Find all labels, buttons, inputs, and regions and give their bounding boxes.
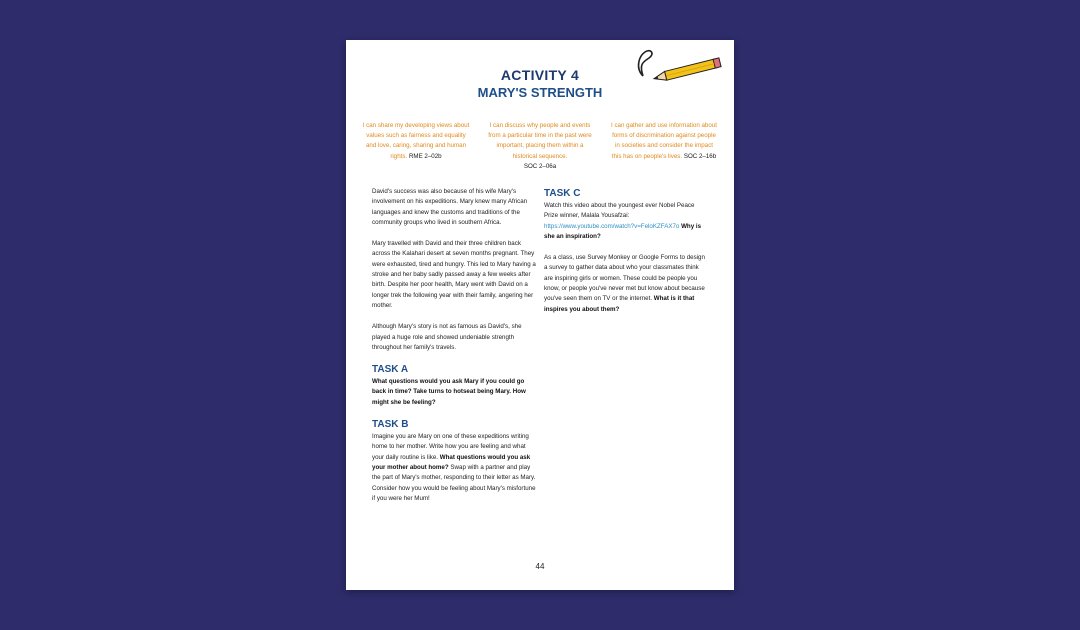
task-b-intro: Imagine you are Mary on one of these expeditions writing home to her mother. Write how you are feeling and what your daily routine is like. — [372, 433, 529, 461]
task-b-instructions: Swap with a partner and play the part of Mary's mother, responding to their letter as Mary. Consider how you would be feeling about Mary's misfortune if you were her Mum! — [372, 463, 536, 502]
right-column — [544, 188, 708, 326]
outcome-text: I can discuss why people and events from a particular time in the past were important, placing them within a historical sequence. — [488, 122, 592, 160]
page-number: 44 — [535, 562, 545, 571]
survey-text: As a class, use Survey Monkey or Google Forms to design a survey to gather data about who your classmates think are inspiring girls or women. These could be people you know, or people you've never met but know about because you've seen them on TV or the internet. — [544, 254, 705, 303]
outcome-code: SOC 2–16b — [683, 152, 717, 160]
task-c-text — [544, 201, 708, 242]
task-a-heading: TASK A — [372, 364, 409, 376]
outcome-soc-06a — [486, 121, 594, 172]
outcome-text: I can gather and use information about forms of discrimination against people in societies and consider the impact this has on people's lives. — [611, 122, 717, 160]
task-a-text: What questions would you ask Mary if you could go back in time? Take turns to hotseat being Mary. How might she be feeling? — [372, 378, 526, 406]
activity-name: MARY'S STRENGTH — [477, 85, 603, 100]
left-column — [372, 187, 538, 515]
survey-question: What is it that inspires you about them? — [544, 295, 695, 313]
outcome-rme — [362, 121, 470, 172]
task-c-question: Why is she an inspiration? — [544, 222, 702, 240]
outcome-soc-16b — [610, 121, 718, 172]
paragraph: Although Mary's story is not as famous as David's, she played a huge role and showed undeniable strength throughout her family's travels. — [372, 323, 522, 351]
outcome-code: SOC 2–06a — [523, 162, 557, 170]
learning-outcomes — [362, 121, 718, 172]
task-b-heading: TASK B — [372, 419, 409, 431]
document-page — [346, 40, 734, 590]
video-link[interactable]: https://www.youtube.com/watch?v=FeloKZFAX7o — [544, 222, 680, 230]
paragraph: David's success was also because of his wife Mary's involvement on his expeditions. Mary knew many African languages and knew the customs and traditions of the community groups who lived in southern Africa. — [372, 188, 528, 226]
outcome-code: RME 2–02b — [408, 152, 442, 160]
task-c-heading: TASK C — [544, 188, 581, 199]
task-c-intro: Watch this video about the youngest ever Nobel Peace Prize winner, Malala Yousafzai: — [544, 202, 695, 220]
paragraph: Mary travelled with David and their three children back across the Kalahari desert at seven months pregnant. They were exhausted, tired and hungry. This led to Mary having a stroke and her baby sadly passed away a few weeks after birth. Despite her poor health, Mary went with David on a longer trek the following year with their family, angering her mother. — [372, 240, 536, 309]
task-b-text — [372, 432, 538, 504]
activity-title — [346, 67, 734, 101]
outcome-text: I can share my developing views about values such as fairness and equality and love, caring, sharing and human rights. — [362, 122, 470, 160]
activity-number: ACTIVITY 4 — [500, 67, 580, 83]
survey-paragraph — [544, 253, 708, 315]
task-b-question: What questions would you ask your mother about home? — [372, 453, 531, 471]
